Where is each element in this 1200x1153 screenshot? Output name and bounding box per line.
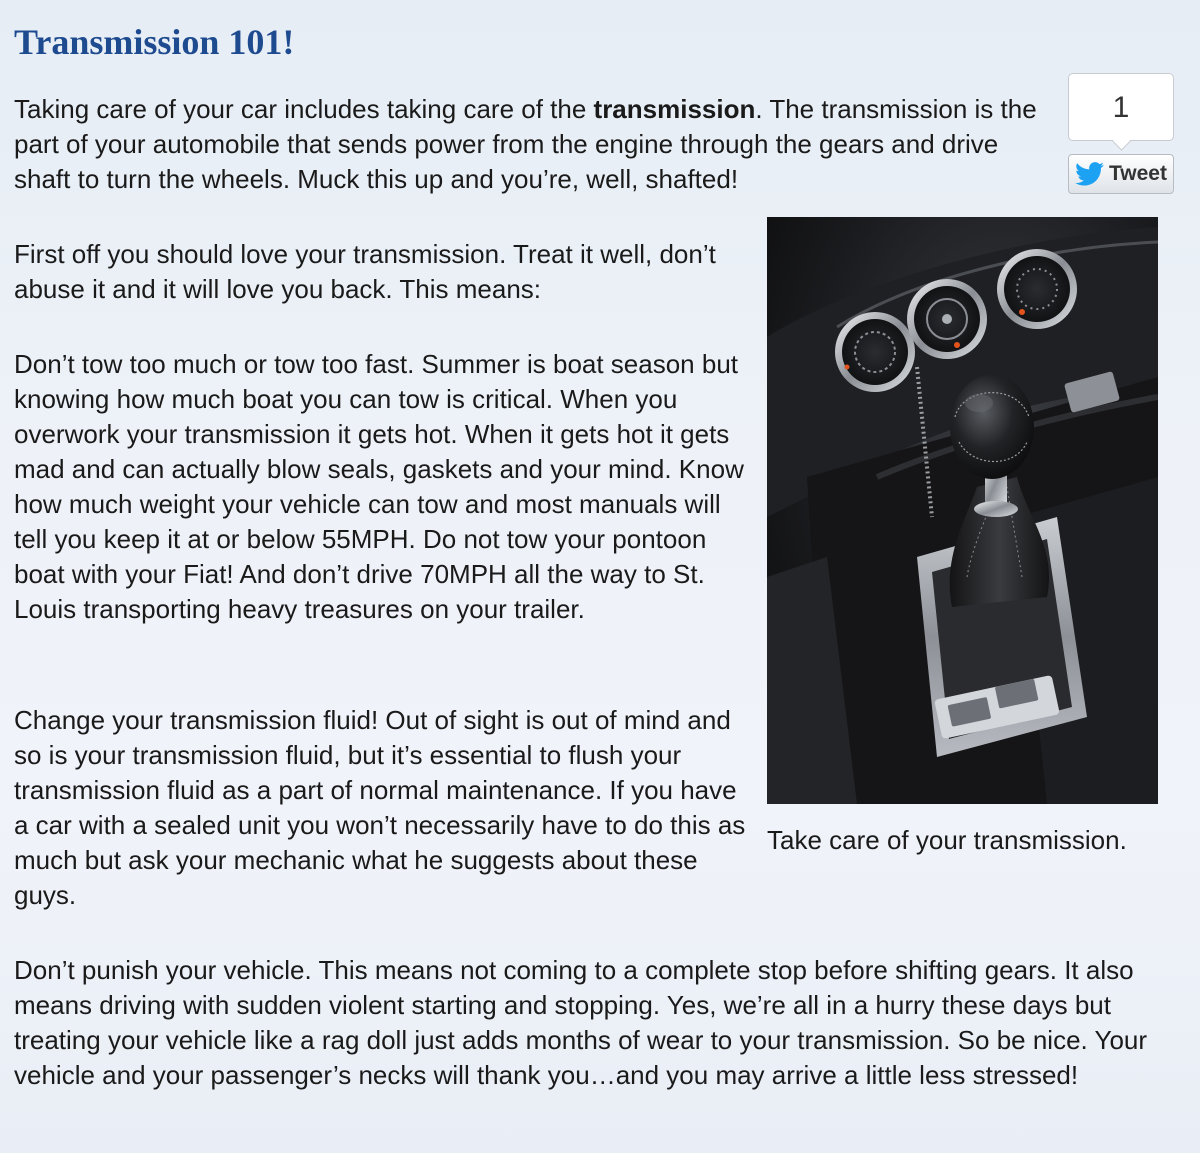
- paragraph-punish: Don’t punish your vehicle. This means not coming to a complete stop before shifting gears. It also means driving with sudden violent starting and stopping. Yes, we’re all in a hurry these days but treating your vehicle like a rag doll just adds months of wear to your transmission. So be nice. Your vehicle and your passenger’s necks will thank you…and you may arrive a little less stressed!: [14, 955, 1148, 1090]
- intro-bold-term: transmission: [593, 94, 756, 124]
- paragraph-fluid: Change your transmission fluid! Out of sight is out of mind and so is your transmission fluid, but it’s essential to flush your transmission fluid as a part of normal maintenance. If you have a car with a sealed unit you won’t necessarily have to do this as much but ask your mechanic what he suggests about these guys.: [14, 705, 746, 910]
- tweet-button[interactable]: [1068, 154, 1174, 194]
- gear-shifter-image: [767, 217, 1158, 804]
- transmission-photo: [767, 217, 1158, 804]
- article-title: Transmission 101!: [14, 22, 295, 62]
- twitter-bird-icon: [1075, 162, 1105, 186]
- intro-text-after: . The transmission is the part of your automobile that sends power from the engine through the gears and drive shaft to turn the wheels. Muck this up and you’re, well, shafted!: [14, 94, 1037, 194]
- paragraph-towing: Don’t tow too much or tow too fast. Summer is boat season but knowing how much boat you can tow is critical. When you overwork your transmission it gets hot. When it gets hot it gets mad and can actually blow seals, gaskets and your mind. Know how much weight your vehicle can tow and most manuals will tell you keep it at or below 55MPH. Do not tow your pontoon boat with your Fiat! And don’t drive 70MPH all the way to St. Louis transporting heavy treasures on your trailer.: [14, 349, 744, 624]
- intro-paragraph: [14, 92, 1054, 197]
- image-caption: Take care of your transmission.: [767, 825, 1127, 855]
- tweet-label: Tweet: [1109, 162, 1167, 185]
- tweet-count-box: 1: [1068, 73, 1174, 141]
- paragraph-love-transmission: First off you should love your transmission. Treat it well, don’t abuse it and it will love you back. This means:: [14, 239, 716, 304]
- intro-text-before: Taking care of your car includes taking care of the: [14, 94, 594, 124]
